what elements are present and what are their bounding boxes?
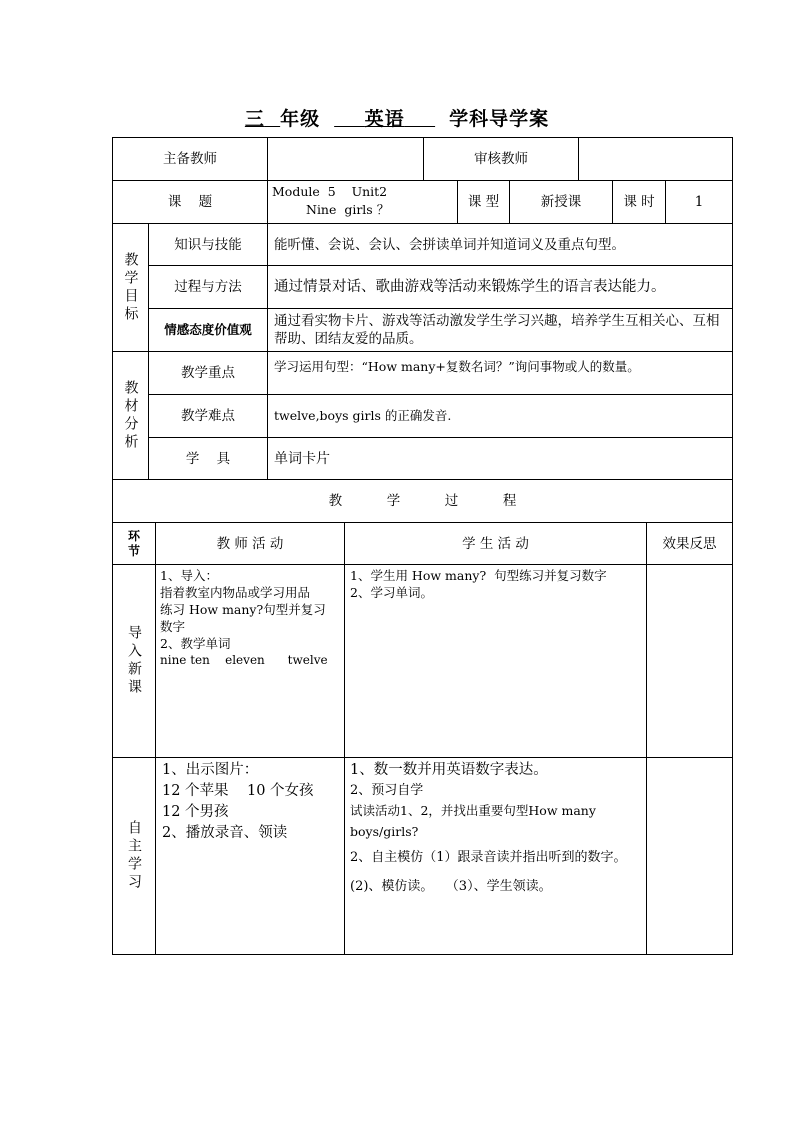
title-subject: 英语: [364, 108, 405, 130]
type-label: 课 型: [467, 194, 500, 210]
topic-value: [272, 183, 456, 223]
analysis-text-tools: 单词卡片: [274, 450, 330, 467]
student-line: 2、预习自学: [350, 783, 424, 798]
border: [112, 954, 733, 955]
student-line: boys/girls?: [350, 824, 419, 839]
analysis-text-difficulty: twelve,boys girls 的正确发音.: [274, 408, 452, 423]
analysis-text-focus: 学习运用句型：“How many+复数名词？”询问事物或人的数量。: [274, 359, 640, 374]
teacher-line: 指着教室内物品或学习用品: [160, 585, 311, 600]
teacher-line: 2、播放录音、领读: [162, 825, 288, 841]
student-activity-intro: [350, 567, 646, 601]
analysis-label-focus: 教学重点: [181, 365, 235, 381]
teacher-line: 1、导入：: [160, 568, 218, 583]
objective-label-attitude: 情感态度价值观: [164, 322, 252, 337]
teacher-line: nine ten eleven twelve: [160, 653, 328, 667]
objectives-group-label: 教学目标: [122, 251, 139, 324]
analysis-group-label: 教材分析: [122, 379, 139, 452]
teacher-activity-intro: [160, 567, 344, 669]
student-line: 1、数一数并用英语数字表达。: [350, 762, 548, 778]
border: [155, 522, 156, 954]
student-line: 2、学习单词。: [350, 585, 433, 600]
teacher-line: 数字: [160, 619, 186, 634]
topic-label: 课 题: [167, 194, 213, 210]
type-value: 新授课: [540, 194, 582, 210]
reviewer-label: 审核教师: [474, 151, 528, 167]
reflection-intro: [647, 565, 732, 757]
border: [112, 564, 733, 565]
teacher-line: 12 个男孩: [162, 804, 229, 820]
teacher-line: 2、教学单词: [160, 636, 231, 651]
title-suffix: 学科导学案: [449, 108, 550, 130]
teacher-line: 练习 How many?句型并复习: [160, 602, 326, 617]
analysis-label-difficulty: 教学难点: [181, 408, 235, 424]
border: [344, 522, 345, 954]
border: [112, 757, 733, 758]
reflection-self-study: [647, 758, 732, 954]
title-grade: 三: [244, 108, 265, 130]
process-title: 教 学 过 程: [328, 493, 517, 509]
periods-label: 课 时: [623, 194, 655, 210]
reviewer-value: [579, 138, 732, 180]
lead-teacher-value: [268, 138, 423, 180]
student-activity-self-study: [350, 760, 646, 896]
student-line: 1、学生用 How many? 句型练习并复习数字: [350, 568, 607, 583]
objective-text-process: 通过情景对话、歌曲游戏等活动来锻炼学生的语言表达能力。: [274, 279, 666, 295]
periods-value: 1: [694, 194, 704, 210]
student-line: (2)、模仿读。 （3）、学生领读。: [350, 879, 552, 894]
student-line: 试读活动1、2，并找出重要句型How many: [350, 803, 596, 818]
stage-intro: 导入新课: [126, 625, 142, 697]
col-stage-header: 环节: [127, 528, 140, 558]
col-student-header: 学 生 活 动: [462, 535, 529, 552]
page-title: [0, 104, 794, 131]
teacher-line: 12 个苹果 10 个女孩: [162, 783, 314, 799]
stage-self-study: 自主学习: [126, 820, 142, 892]
teacher-activity-self-study: [162, 760, 344, 844]
lead-teacher-label: 主备教师: [163, 151, 217, 167]
analysis-label-tools: 学 具: [185, 450, 231, 467]
col-teacher-header: 教 师 活 动: [216, 535, 284, 552]
objective-label-process: 过程与方法: [174, 279, 242, 295]
objective-text-knowledge: 能听懂、会说、会认、会拼读单词并知道词义及重点句型。: [274, 236, 625, 253]
title-grade-suffix: 年级: [280, 108, 321, 130]
objective-text-attitude: 通过看实物卡片、游戏等活动激发学生学习兴趣，培养学生互相关心、互相帮助、团结友爱的品质。: [274, 313, 720, 347]
teacher-line: 1、出示图片：: [162, 762, 259, 778]
col-reflection-header: 效果反思: [662, 535, 717, 552]
border: [732, 137, 733, 955]
objective-label-knowledge: 知识与技能: [174, 236, 242, 253]
topic-line-1: Module 5 Unit2: [272, 184, 388, 199]
topic-line-2: Nine girls ？: [306, 202, 390, 217]
student-line: 2、自主模仿（1）跟录音读并指出听到的数字。: [350, 850, 627, 865]
